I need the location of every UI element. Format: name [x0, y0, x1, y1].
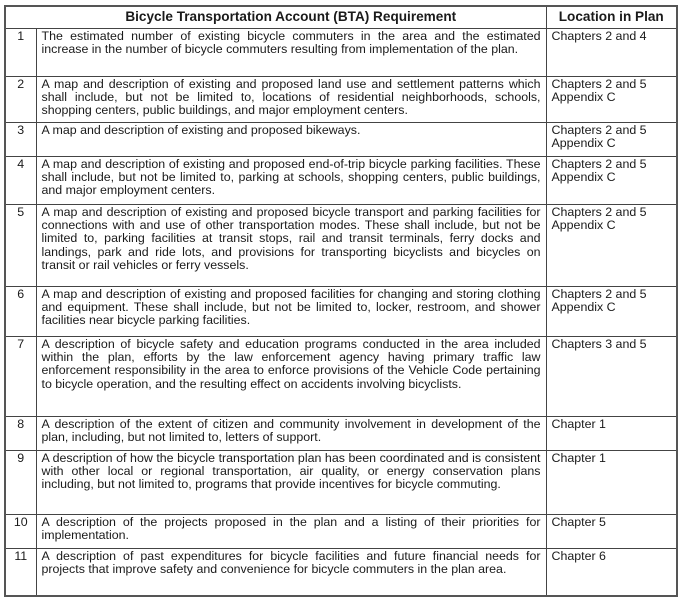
requirement-cell: A map and description of existing and proposed end-of-trip bicycle parking facilities. These shall include, but not be limited to, parking at schools, shopping centers, public buildings, and major employment centers. — [36, 157, 546, 205]
table-row — [5, 515, 677, 549]
row-number: 5 — [5, 205, 36, 287]
location-line: Chapters 2 and 5 — [551, 123, 647, 137]
location-line: Appendix C — [551, 300, 616, 315]
location-line: Appendix C — [551, 136, 616, 151]
header-number — [5, 6, 36, 29]
table-row — [5, 287, 677, 337]
requirement-cell: A map and description of existing and proposed facilities for changing and storing clothing and equipment. These shall include, but not be limited to, locker, restroom, and shower facilities near bicycle parking facilities. — [36, 287, 546, 337]
header-location: Location in Plan — [546, 6, 677, 29]
location-line: Chapter 1 — [551, 417, 606, 431]
location-line: Chapters 2 and 5 — [551, 157, 647, 171]
row-number: 3 — [5, 123, 36, 157]
location-line: Chapters 2 and 5 — [551, 287, 647, 301]
table-row — [5, 205, 677, 287]
table-row — [5, 77, 677, 123]
requirement-cell: A description of how the bicycle transportation plan has been coordinated and is consistent with other local or regional transportation, air quality, or energy conservation plans including, but not limited to, programs that provide incentives for bicycle commuting. — [36, 451, 546, 515]
location-line: Appendix C — [551, 170, 616, 185]
table-row — [5, 29, 677, 77]
table-row — [5, 123, 677, 157]
location-line: Chapter 1 — [551, 451, 606, 465]
row-number: 10 — [5, 515, 36, 549]
location-cell — [546, 77, 677, 123]
location-line: Chapter 6 — [551, 549, 606, 563]
requirement-cell: A description of past expenditures for bicycle facilities and future financial needs for projects that improve safety and convenience for bicycle commuters in the plan area. — [36, 549, 546, 597]
table-row — [5, 417, 677, 451]
location-cell — [546, 549, 677, 597]
requirement-cell: A map and description of existing and proposed land use and settlement patterns which shall include, but not be limited to, locations of residential neighborhoods, schools, shopping centers, public buildings, and major employment centers. — [36, 77, 546, 123]
table-row — [5, 451, 677, 515]
header-requirement: Bicycle Transportation Account (BTA) Requirement — [36, 6, 546, 29]
requirement-cell: The estimated number of existing bicycle commuters in the area and the estimated increase in the number of bicycle commuters resulting from implementation of the plan. — [36, 29, 546, 77]
location-line: Appendix C — [551, 90, 616, 105]
bta-requirements-table — [4, 5, 678, 597]
requirement-cell: A description of the projects proposed in the plan and a listing of their priorities for implementation. — [36, 515, 546, 549]
location-cell — [546, 451, 677, 515]
requirement-cell: A description of bicycle safety and education programs conducted in the area included within the plan, efforts by the law enforcement agency having primary traffic law enforcement responsibility in the area to enforce provisions of the Vehicle Code pertaining to bicycle operation, and the resulting effect on accidents involving bicyclists. — [36, 337, 546, 417]
location-cell — [546, 29, 677, 77]
location-cell — [546, 287, 677, 337]
location-line: Chapters 3 and 5 — [551, 337, 647, 351]
row-number: 8 — [5, 417, 36, 451]
table-row — [5, 157, 677, 205]
location-line: Appendix C — [551, 218, 616, 233]
location-cell — [546, 123, 677, 157]
row-number: 7 — [5, 337, 36, 417]
location-cell — [546, 515, 677, 549]
location-cell — [546, 205, 677, 287]
location-line: Chapters 2 and 5 — [551, 77, 647, 91]
row-number: 6 — [5, 287, 36, 337]
table-row — [5, 337, 677, 417]
location-line: Chapters 2 and 5 — [551, 205, 647, 219]
location-cell — [546, 417, 677, 451]
row-number: 4 — [5, 157, 36, 205]
row-number: 9 — [5, 451, 36, 515]
row-number: 1 — [5, 29, 36, 77]
requirement-cell: A map and description of existing and proposed bikeways. — [36, 123, 546, 157]
requirement-cell: A map and description of existing and proposed bicycle transport and parking facilities for connections with and use of other transportation modes. These shall include, but not be limited to, parking facilities at transit stops, rail and transit terminals, ferry docks and landings, park and ride lots, and provisions for transporting bicyclists and bicycles on transit or rail vehicles or ferry vessels. — [36, 205, 546, 287]
row-number: 11 — [5, 549, 36, 597]
requirement-cell: A description of the extent of citizen and community involvement in development of the plan, including, but not limited to, letters of support. — [36, 417, 546, 451]
location-cell — [546, 157, 677, 205]
location-cell — [546, 337, 677, 417]
table-row — [5, 549, 677, 597]
location-line: Chapter 5 — [551, 515, 606, 529]
table-header-row — [5, 6, 677, 29]
location-line: Chapters 2 and 4 — [551, 29, 647, 43]
row-number: 2 — [5, 77, 36, 123]
